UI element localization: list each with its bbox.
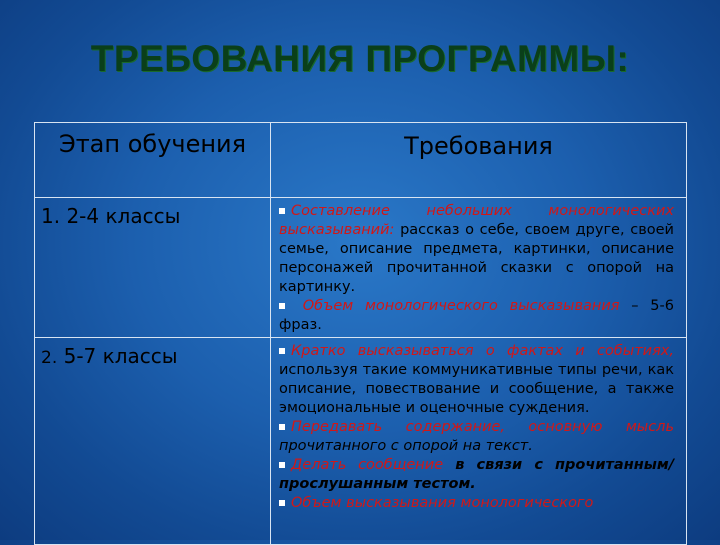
bullet-icon	[279, 303, 285, 309]
requirements-cell	[271, 198, 687, 338]
requirement-text: рассказ о себе, своем друге, своей семье, описание предмета, картинки, описание персонажей прочитанной сказки с опорой на картинку.	[279, 222, 674, 295]
bullet-icon	[279, 348, 285, 354]
requirement-item	[279, 456, 674, 494]
header-requirements: Требования	[271, 123, 687, 198]
requirement-lead: Делать сообщение	[291, 457, 444, 473]
requirement-text: прочитанного с опорой на текст.	[279, 438, 533, 454]
requirement-lead: Передавать содержание, основную мысль	[291, 419, 674, 435]
table-row	[35, 338, 687, 545]
page-title: ТРЕБОВАНИЯ ПРОГРАММЫ:	[90, 38, 630, 79]
bullet-icon	[279, 500, 285, 506]
requirement-item	[279, 418, 674, 456]
requirement-lead: Объем высказывания монологического	[291, 495, 594, 511]
stage-cell	[35, 338, 271, 545]
bullet-icon	[279, 462, 285, 468]
requirement-lead: Кратко высказываться о фактах и событиях,	[291, 343, 674, 359]
requirements-table	[34, 122, 687, 545]
requirement-lead: Составление небольших монологических высказываний:	[279, 203, 674, 238]
requirement-item	[279, 494, 674, 513]
requirement-text: используя такие коммуникативные типы речи, как описание, повествование и сообщение, а также эмоциональные и оценочные суждения.	[279, 362, 674, 416]
requirement-item	[279, 202, 674, 297]
requirement-item	[279, 297, 674, 335]
requirement-lead: Объем монологического высказывания	[291, 298, 620, 314]
table-row	[35, 198, 687, 338]
table-header-row	[35, 123, 687, 198]
stage-number: 2.	[41, 348, 58, 368]
requirement-item	[279, 342, 674, 418]
requirements-cell	[271, 338, 687, 545]
stage-cell: 1. 2-4 классы	[35, 198, 271, 338]
stage-label: 5-7 классы	[57, 344, 178, 368]
bullet-icon	[279, 424, 285, 430]
bullet-icon	[279, 208, 285, 214]
requirement-text: – 5-6 фраз.	[279, 298, 674, 333]
requirement-text: в связи с прочитанным/прослушанным тестом.	[279, 457, 674, 492]
header-stage: Этап обучения	[35, 123, 271, 198]
